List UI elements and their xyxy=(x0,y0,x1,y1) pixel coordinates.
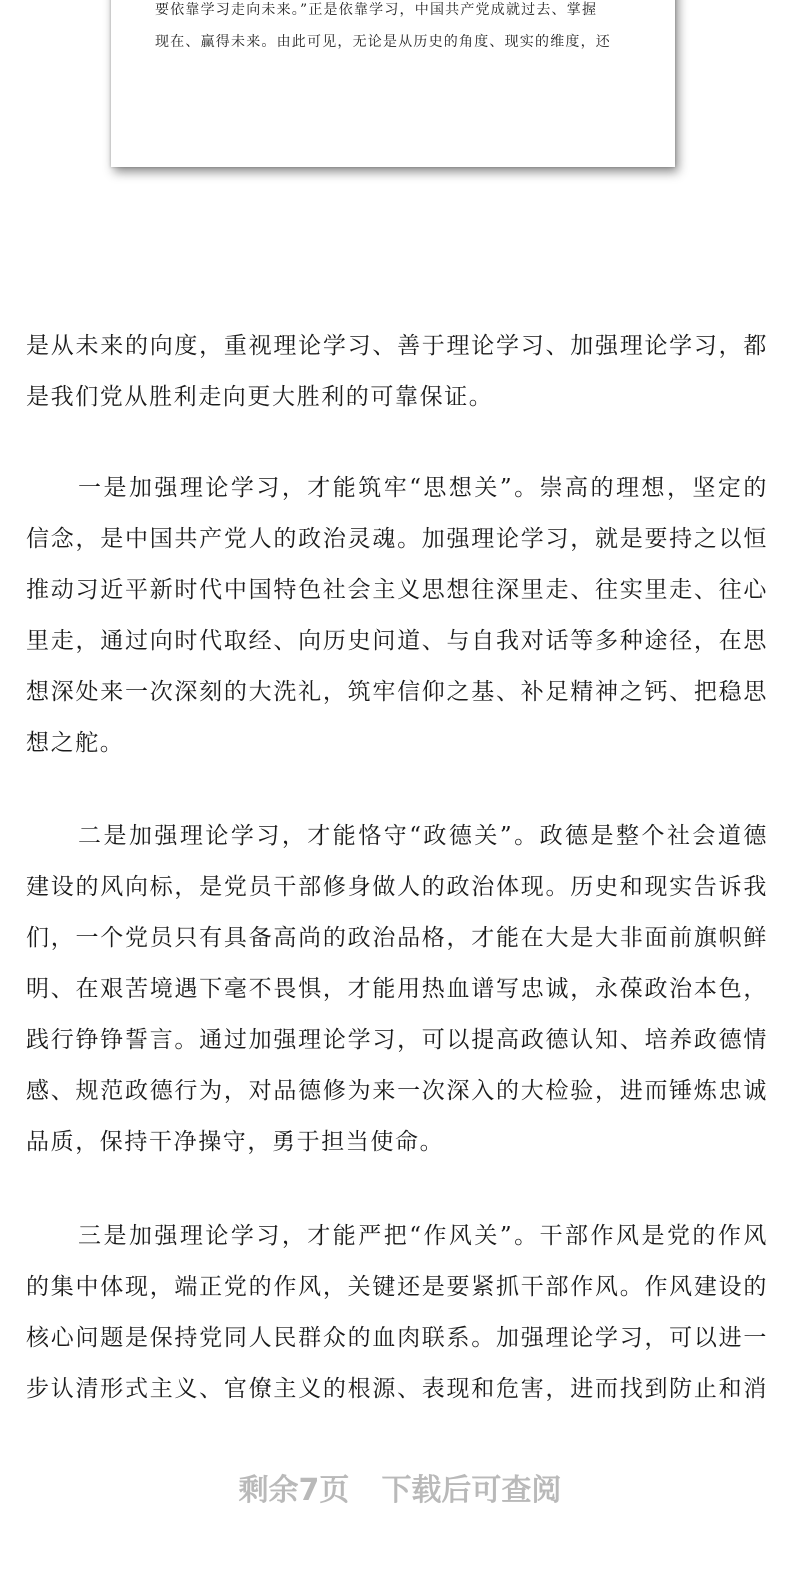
preview-line: 要依靠学习走向未来。”正是依靠学习，中国共产党成就过去、掌握 xyxy=(155,2,598,18)
paragraph-line: 二是加强理论学习，才能恪守“政德关”。政德是整个社会道德 xyxy=(78,823,768,849)
paragraph-line: 三是加强理论学习，才能严把“作风关”。干部作风是党的作风 xyxy=(78,1223,768,1249)
remaining-pages-label: 剩余7页 xyxy=(238,1473,350,1508)
paragraph-political-ethics xyxy=(26,811,768,1168)
preview-line: 现在、赢得未来。由此可见，无论是从历史的角度、现实的维度，还 xyxy=(155,34,611,50)
paragraph-line: 一是加强理论学习，才能筑牢“思想关”。崇高的理想，坚定的 xyxy=(78,475,768,501)
paragraph-line: 信念，是中国共产党人的政治灵魂。加强理论学习，就是要持之以恒 xyxy=(26,526,768,552)
paragraph-line: 建设的风向标，是党员干部修身做人的政治体现。历史和现实告诉我 xyxy=(26,874,768,900)
download-to-read-more-banner[interactable] xyxy=(0,1458,800,1524)
paragraph-line: 品质，保持干净操守，勇于担当使命。 xyxy=(26,1129,445,1155)
paragraph-line: 里走，通过向时代取经、向历史问道、与自我对话等多种途径，在思 xyxy=(26,628,768,654)
paragraph-line: 核心问题是保持党同人民群众的血肉联系。加强理论学习，可以进一 xyxy=(26,1325,768,1351)
page-preview-card xyxy=(111,0,675,167)
paragraph-line: 是从未来的向度，重视理论学习、善于理论学习、加强理论学习，都 xyxy=(26,333,768,359)
paragraph-line: 是我们党从胜利走向更大胜利的可靠保证。 xyxy=(26,384,494,410)
paragraph-line: 推动习近平新时代中国特色社会主义思想往深里走、往实里走、往心 xyxy=(26,577,768,603)
paragraph-intro-continuation xyxy=(26,321,768,423)
paragraph-line: 想深处来一次深刻的大洗礼，筑牢信仰之基、补足精神之钙、把稳思 xyxy=(26,679,768,705)
paragraph-line: 践行铮铮誓言。通过加强理论学习，可以提高政德认知、培养政德情 xyxy=(26,1027,768,1053)
paragraph-line: 想之舵。 xyxy=(26,730,125,756)
paragraph-line: 步认清形式主义、官僚主义的根源、表现和危害，进而找到防止和消 xyxy=(26,1376,768,1402)
paragraph-work-style xyxy=(26,1211,768,1415)
paragraph-line: 的集中体现，端正党的作风，关键还是要紧抓干部作风。作风建设的 xyxy=(26,1274,768,1300)
paragraph-line: 们，一个党员只有具备高尚的政治品格，才能在大是大非面前旗帜鲜 xyxy=(26,925,768,951)
paragraph-thought xyxy=(26,463,768,769)
paragraph-line: 明、在艰苦境遇下毫不畏惧，才能用热血谱写忠诚，永葆政治本色， xyxy=(26,976,768,1002)
paragraph-line: 感、规范政德行为，对品德修为来一次深入的大检验，进而锤炼忠诚 xyxy=(26,1078,768,1104)
download-hint-label: 下载后可查阅 xyxy=(381,1473,562,1508)
